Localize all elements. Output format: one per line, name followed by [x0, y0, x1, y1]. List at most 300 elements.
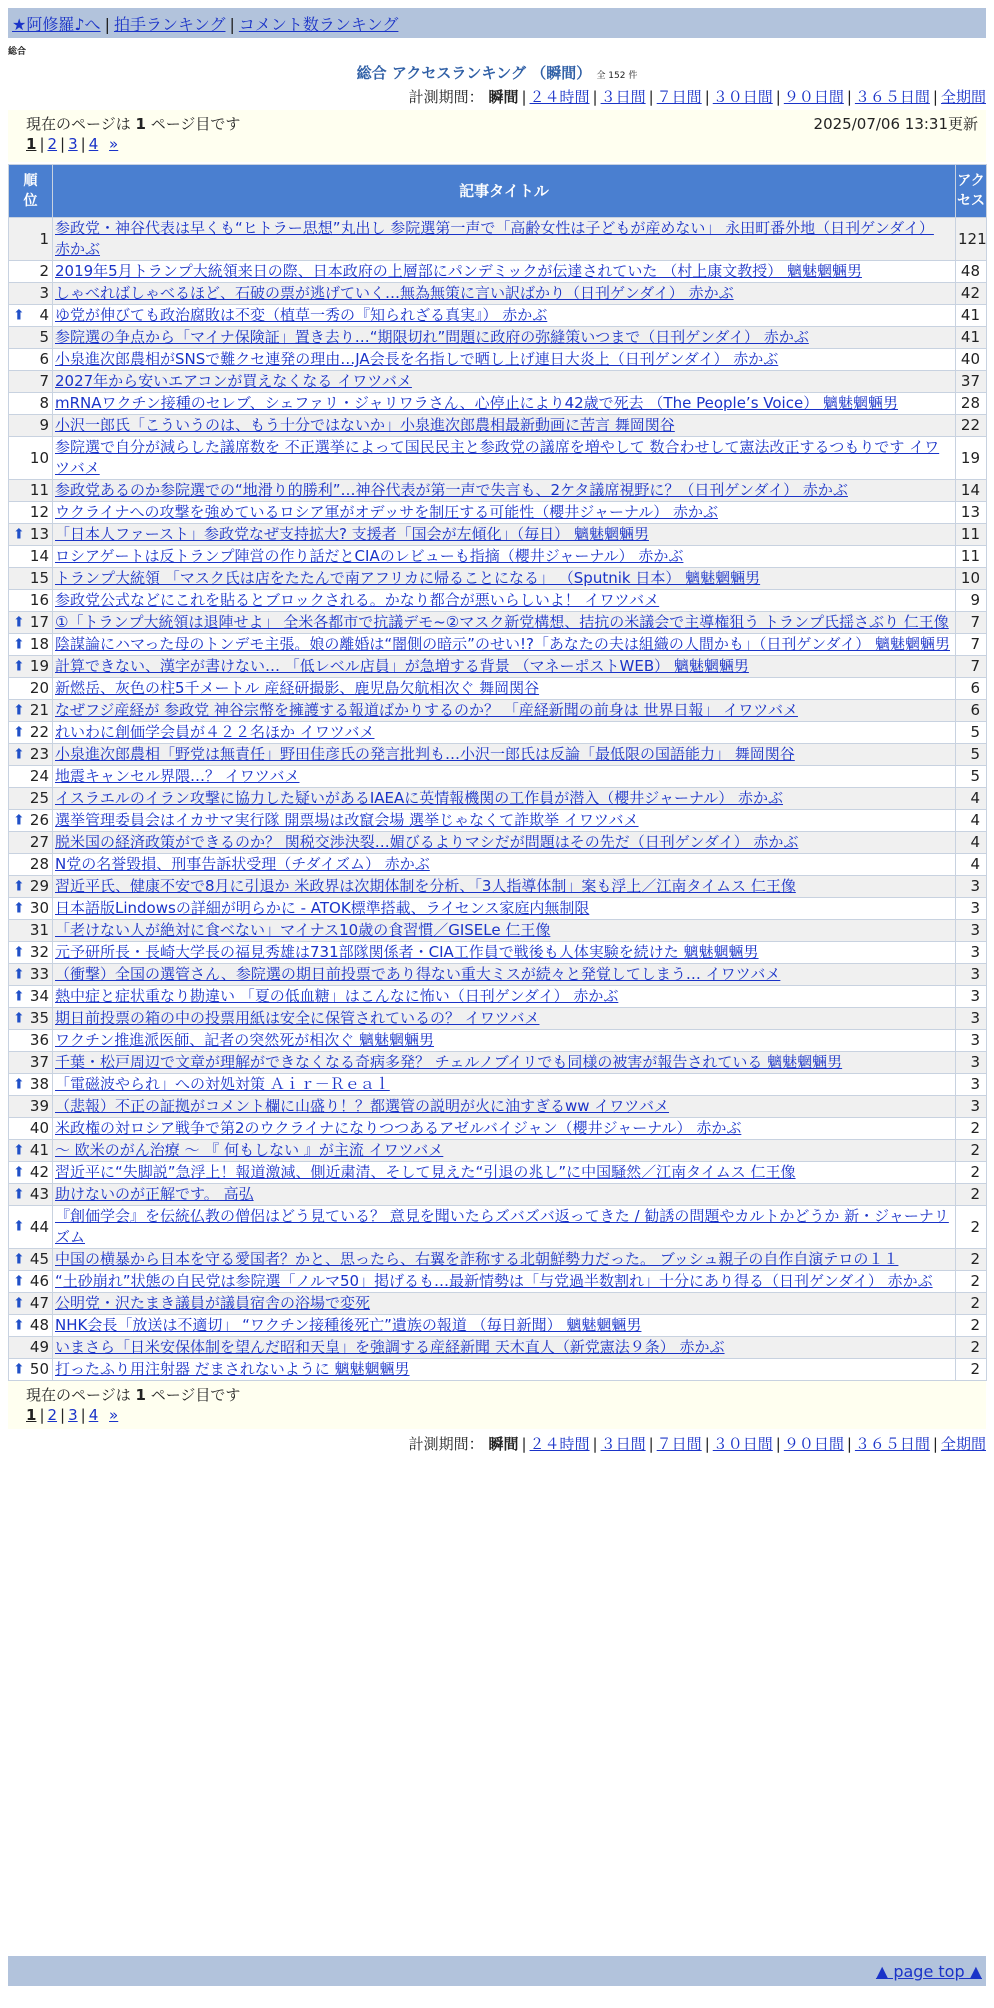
rank-cell: [9, 480, 53, 502]
access-count: 2: [956, 1271, 987, 1293]
article-title-link[interactable]: 新燃岳、灰色の柱5千メートル 産経研撮影、鹿児島欠航相次ぐ 舞岡関谷: [55, 679, 540, 697]
rank-cell: [9, 1359, 53, 1381]
rank-cell: [9, 854, 53, 876]
rank-cell: [9, 986, 53, 1008]
rank-number: 22: [29, 723, 49, 741]
access-count: 3: [956, 1052, 987, 1074]
title-cell: [53, 327, 956, 349]
title-cell: [53, 1184, 956, 1206]
period-selector: 計測期間： 瞬間 | ２４時間 | ３日間 | ７日間 | ３０日間 | ９０日間 | ３６５日間 | 全期間: [408, 88, 986, 106]
rank-number: 17: [29, 613, 49, 631]
title-cell: [53, 678, 956, 700]
article-title-link[interactable]: “土砂崩れ”状態の自民党は参院選「ノルマ50」掲げるも…最新情勢は「与党過半数割れ」十分にあり得る（日刊ゲンダイ） 赤かぶ: [55, 1272, 933, 1290]
rank-cell: [9, 1140, 53, 1162]
article-title-link[interactable]: 打ったふり用注射器 だまされないように 魑魅魍魎男: [55, 1360, 410, 1378]
rank-up-arrow-icon: ⬆: [13, 812, 25, 828]
access-count: 37: [956, 371, 987, 393]
access-count: 3: [956, 1074, 987, 1096]
table-row: [9, 810, 987, 832]
ranking-table: [8, 164, 987, 1381]
article-title-link[interactable]: 『創価学会』を伝統仏教の僧侶はどう見ている？ 意見を聞いたらズバズバ返ってきた / 勧誘の問題やカルトかどうか 新・ジャーナリズム: [55, 1207, 949, 1246]
period-label: 計測期間：: [408, 1435, 484, 1453]
title-cell: [53, 218, 956, 261]
article-title-link[interactable]: ロシアゲートは反トランプ陣営の作り話だとCIAのレビューも指摘（櫻井ジャーナル） 赤かぶ: [55, 547, 684, 565]
title-cell: [53, 942, 956, 964]
rank-cell: [9, 612, 53, 634]
article-title-link[interactable]: 2019年5月トランプ大統領来日の際、日本政府の上層部にパンデミックが伝達されていた （村上康文教授） 魑魅魍魎男: [55, 262, 862, 280]
title-cell: [53, 1030, 956, 1052]
period-link-30d[interactable]: ３０日間: [712, 88, 773, 106]
rank-number: 12: [29, 503, 49, 521]
rank-up-arrow-icon: ⬆: [13, 900, 25, 916]
rank-number: 8: [39, 394, 49, 412]
article-title-link[interactable]: N党の名誉毀損、刑事告訴状受理（チダイズム） 赤かぶ: [55, 855, 430, 873]
rank-up-arrow-icon: ⬆: [13, 526, 25, 542]
rank-cell: [9, 766, 53, 788]
table-row: [9, 283, 987, 305]
rank-cell: [9, 546, 53, 568]
table-row: [9, 415, 987, 437]
access-count: 2: [956, 1118, 987, 1140]
article-title-link[interactable]: 「日本人ファースト」参政党なぜ支持拡大? 支援者「国会が左傾化」（毎日） 魑魅魍魎男: [55, 525, 649, 543]
rank-up-arrow-icon: ⬆: [13, 614, 25, 630]
ranking-body: [9, 218, 987, 1381]
article-title-link[interactable]: 小泉進次郎農相「野党は無責任」野田佳彦氏の発言批判も…小沢一郎氏は反論「最低限の国語能力」 舞岡関谷: [55, 745, 795, 763]
article-title-link[interactable]: 陰謀論にハマった母のトンデモ主張。娘の離婚は“闇側の暗示”のせい!?「あなたの夫は組織の人間かも」（日刊ゲンダイ） 魑魅魍魎男: [55, 635, 950, 653]
table-row: [9, 305, 987, 327]
access-count: 3: [956, 986, 987, 1008]
article-title-link[interactable]: 「老けない人が絶対に食べない」マイナス10歳の食習慣／GISELe 仁王像: [55, 921, 551, 939]
nav-separator: |: [104, 15, 110, 34]
page-link-2[interactable]: 2: [47, 1406, 58, 1424]
access-count: 2: [956, 1140, 987, 1162]
access-count: 5: [956, 744, 987, 766]
article-title-link[interactable]: 習近平に“失脚説”急浮上！報道激減、側近粛清、そして見えた“引退の兆し”に中国騒然／江南タイムス 仁王像: [55, 1163, 796, 1181]
access-count: 40: [956, 349, 987, 371]
table-row: [9, 546, 987, 568]
current-page-text-bottom: 現在のページは 1 ページ目です: [26, 1386, 241, 1404]
rank-number: 28: [29, 855, 49, 873]
page-info-bottom: [8, 1381, 986, 1429]
article-title-link[interactable]: 米政権の対ロシア戦争で第2のウクライナになりつつあるアゼルバイジャン（櫻井ジャーナル） 赤かぶ: [55, 1119, 742, 1137]
rank-cell: [9, 371, 53, 393]
title-cell: [53, 986, 956, 1008]
rank-number: 36: [29, 1031, 49, 1049]
page-next-link[interactable]: »: [109, 1406, 119, 1424]
table-row: [9, 788, 987, 810]
period-link-3d[interactable]: ３日間: [600, 88, 646, 106]
period-link-24h[interactable]: ２４時間: [529, 1435, 590, 1453]
access-count: 6: [956, 678, 987, 700]
table-row: [9, 1162, 987, 1184]
access-count: 4: [956, 788, 987, 810]
article-title-link[interactable]: れいわに創価学会員が４２２名ほか イワツバメ: [55, 723, 375, 741]
title-cell: [53, 788, 956, 810]
article-title-link[interactable]: 期日前投票の箱の中の投票用紙は安全に保管されているの？ イワツバメ: [55, 1009, 540, 1027]
table-row: [9, 1030, 987, 1052]
access-count: 41: [956, 327, 987, 349]
period-link-24h[interactable]: ２４時間: [529, 88, 590, 106]
article-title-link[interactable]: ゆ党が伸びても政治腐敗は不変（植草一秀の『知られざる真実』） 赤かぶ: [55, 306, 548, 324]
table-row: [9, 942, 987, 964]
access-count: 3: [956, 876, 987, 898]
article-title-link[interactable]: 日本語版Lindowsの詳細が明らかに - ATOK標準搭載、ライセンス家庭内無制限: [55, 899, 590, 917]
table-row: [9, 986, 987, 1008]
title-cell: [53, 502, 956, 524]
table-row: [9, 1293, 987, 1315]
title-cell: [53, 700, 956, 722]
rank-cell: [9, 1184, 53, 1206]
current-page-text: 現在のページは 1 ページ目です: [26, 115, 241, 133]
rank-number: 30: [29, 899, 49, 917]
article-title-link[interactable]: NHK会長「放送は不適切」 “ワクチン接種後死亡”遺族の報道 （毎日新聞） 魑魅魍魎男: [55, 1316, 642, 1334]
access-count: 4: [956, 810, 987, 832]
table-row: [9, 1074, 987, 1096]
article-title-link[interactable]: 参政党公式などにこれを貼るとブロックされる。かなり都合が悪いらしいよ！ イワツバメ: [55, 591, 660, 609]
period-link-365d[interactable]: ３６５日間: [854, 1435, 930, 1453]
table-row: [9, 1052, 987, 1074]
table-row: [9, 261, 987, 283]
rank-number: 49: [29, 1338, 49, 1356]
title-cell: [53, 283, 956, 305]
article-title-link[interactable]: 地震キャンセル界隈…？ イワツバメ: [55, 767, 300, 785]
page-link-2[interactable]: 2: [47, 135, 58, 153]
title-cell: [53, 832, 956, 854]
rank-up-arrow-icon: ⬆: [13, 746, 25, 762]
title-cell: [53, 656, 956, 678]
rank-up-arrow-icon: ⬆: [13, 636, 25, 652]
title-cell: [53, 810, 956, 832]
table-row: [9, 502, 987, 524]
updated-timestamp: 2025/07/06 13:31更新: [813, 115, 978, 133]
rank-cell: [9, 788, 53, 810]
rank-number: 44: [29, 1217, 49, 1236]
rank-cell: [9, 1315, 53, 1337]
rank-up-arrow-icon: ⬆: [13, 1142, 25, 1158]
period-current: 瞬間: [488, 88, 519, 106]
rank-number: 29: [29, 877, 49, 895]
top-nav: [12, 12, 398, 35]
rank-cell: [9, 1249, 53, 1271]
title-cell: [53, 480, 956, 502]
page-link-3[interactable]: 3: [68, 135, 78, 153]
article-title-link[interactable]: 公明党・沢たまき議員が議員宿舎の浴場で変死: [55, 1294, 371, 1312]
rank-number: 5: [39, 328, 49, 346]
rank-number: 2: [39, 262, 49, 280]
table-row: [9, 1206, 987, 1249]
article-title-link[interactable]: （悲報）不正の証拠がコメント欄に山盛り！？都選管の説明が火に油すぎるww イワツバメ: [55, 1097, 670, 1115]
rank-number: 13: [29, 525, 49, 543]
article-title-link[interactable]: しゃべればしゃべるほど、石破の票が逃げていく…無為無策に言い訳ばかり（日刊ゲンダイ） 赤かぶ: [55, 284, 734, 302]
rank-cell: [9, 898, 53, 920]
access-count: 28: [956, 393, 987, 415]
title-cell: [53, 744, 956, 766]
access-count: 2: [956, 1206, 987, 1249]
rank-up-arrow-icon: ⬆: [13, 1076, 25, 1092]
access-count: 13: [956, 502, 987, 524]
period-current: 瞬間: [488, 1435, 519, 1453]
title-cell: [53, 1074, 956, 1096]
access-count: 5: [956, 766, 987, 788]
rank-cell: [9, 1074, 53, 1096]
title-cell: [53, 305, 956, 327]
access-count: 2: [956, 1162, 987, 1184]
table-row: [9, 1315, 987, 1337]
title-cell: [53, 722, 956, 744]
rank-cell: [9, 1118, 53, 1140]
article-title-link[interactable]: 計算できない、漢字が書けない… 「低レベル店員」が急増する背景 （マネーポストWEB） 魑魅魍魎男: [55, 657, 749, 675]
header-title: 記事タイトル: [53, 165, 956, 218]
title-cell: [53, 1162, 956, 1184]
rank-number: 16: [29, 591, 49, 609]
table-row: [9, 590, 987, 612]
access-count: 48: [956, 261, 987, 283]
table-row: [9, 766, 987, 788]
rank-number: 9: [39, 416, 49, 434]
title-cell: [53, 612, 956, 634]
article-title-link[interactable]: 参政党あるのか参院選での“地滑り的勝利”…神谷代表が第一声で失言も、2ケタ議席視野に？（日刊ゲンダイ） 赤かぶ: [55, 481, 848, 499]
article-title-link[interactable]: 「電磁波やられ」への対処対策 Ａｉｒ－Ｒｅａｌ: [55, 1075, 390, 1093]
rank-cell: [9, 942, 53, 964]
applause-ranking-link[interactable]: 拍手ランキング: [113, 15, 226, 34]
access-count: 3: [956, 898, 987, 920]
article-title-link[interactable]: ワクチン推進派医師、記者の突然死が相次ぐ 魑魅魍魎男: [55, 1031, 435, 1049]
home-link[interactable]: ★阿修羅♪へ: [12, 15, 101, 34]
access-count: 2: [956, 1315, 987, 1337]
rank-number: 26: [29, 811, 49, 829]
rank-number: 6: [39, 350, 49, 368]
rank-number: 15: [29, 569, 49, 587]
period-link-30d[interactable]: ３０日間: [712, 1435, 773, 1453]
title-cell: [53, 393, 956, 415]
page-link-4[interactable]: 4: [88, 135, 99, 153]
table-row: [9, 1271, 987, 1293]
access-count: 19: [956, 437, 987, 480]
period-link-7d[interactable]: ７日間: [656, 1435, 702, 1453]
page-next-link[interactable]: »: [109, 135, 119, 153]
article-title-link[interactable]: ～ 欧米のがん治療 ～ 『 何もしない 』が主流 イワツバメ: [55, 1141, 444, 1159]
article-title-link[interactable]: 習近平氏、健康不安で8月に引退か 米政界は次期体制を分析、「3人指導体制」案も浮上／江南タイムス 仁王像: [55, 877, 796, 895]
access-count: 7: [956, 612, 987, 634]
article-title-link[interactable]: 熱中症と症状重なり勘違い 「夏の低血糖」はこんなに怖い（日刊ゲンダイ） 赤かぶ: [55, 987, 619, 1005]
article-title-link[interactable]: 千葉・松戸周辺で文章が理解ができなくなる奇病多発？ チェルノブイリでも同様の被害が報告されている 魑魅魍魎男: [55, 1053, 843, 1071]
page-link-4[interactable]: 4: [88, 1406, 99, 1424]
table-row: [9, 1008, 987, 1030]
rank-number: 35: [29, 1009, 49, 1027]
period-link-all[interactable]: 全期間: [940, 1435, 986, 1453]
rank-up-arrow-icon: ⬆: [13, 1295, 25, 1311]
article-title-link[interactable]: 元予研所長・長崎大学長の福見秀雄は731部隊関係者・CIA工作員で戦後も人体実験を続けた 魑魅魍魎男: [55, 943, 759, 961]
article-title-link[interactable]: 2027年から安いエアコンが買えなくなる イワツバメ: [55, 372, 412, 390]
article-title-link[interactable]: 参院選の争点から「マイナ保険証」置き去り…“期限切れ”問題に政府の弥縫策いつまで（日刊ゲンダイ） 赤かぶ: [55, 328, 809, 346]
article-title-link[interactable]: いまさら「日米安保体制を望んだ昭和天皇」を強調する産経新聞 天木直人（新党憲法９条） 赤かぶ: [55, 1338, 725, 1356]
table-row: [9, 722, 987, 744]
title-cell: [53, 546, 956, 568]
table-row: [9, 1249, 987, 1271]
period-link-90d[interactable]: ９０日間: [783, 1435, 844, 1453]
rank-up-arrow-icon: ⬆: [13, 944, 25, 960]
rank-cell: [9, 415, 53, 437]
rank-cell: [9, 524, 53, 546]
rank-cell: [9, 305, 53, 327]
rank-up-arrow-icon: ⬆: [13, 1251, 25, 1267]
table-row: [9, 1184, 987, 1206]
access-count: 5: [956, 722, 987, 744]
title-cell: [53, 766, 956, 788]
rank-number: 7: [39, 372, 49, 390]
article-title-link[interactable]: なぜフジ産経が 参政党 神谷宗幣を擁護する報道ばかりするのか？ 「産経新聞の前身は 世界日報」 イワツバメ: [55, 701, 798, 719]
access-count: 22: [956, 415, 987, 437]
page-title-text: 総合 アクセスランキング （瞬間）: [356, 64, 592, 82]
rank-cell: [9, 744, 53, 766]
rank-cell: [9, 349, 53, 371]
header-count: アクセス: [956, 165, 987, 218]
period-link-3d[interactable]: ３日間: [600, 1435, 646, 1453]
table-header: [9, 165, 987, 218]
period-label: 計測期間：: [408, 88, 484, 106]
article-title-link[interactable]: トランプ大統領 「マスク氏は店をたたんで南アフリカに帰ることになる」 （Sputnik 日本） 魑魅魍魎男: [55, 569, 761, 587]
article-title-link[interactable]: （衝撃）全国の選管さん、参院選の期日前投票であり得ない重大ミスが続々と発覚してしまう… イワツバメ: [55, 965, 781, 983]
title-cell: [53, 876, 956, 898]
rank-cell: [9, 437, 53, 480]
title-cell: [53, 964, 956, 986]
article-title-link[interactable]: mRNAワクチン接種のセレブ、シェファリ・ジャリワラさん、心停止により42歳で死去 （The People’s Voice） 魑魅魍魎男: [55, 394, 898, 412]
rank-up-arrow-icon: ⬆: [13, 1361, 25, 1377]
period-link-all[interactable]: 全期間: [940, 88, 986, 106]
article-title-link[interactable]: 中国の横暴から日本を守る愛国者？かと、思ったら、右翼を詐称する北朝鮮勢力だった。 ブッシュ親子の自作自演テロの１１: [55, 1250, 899, 1268]
article-title-link[interactable]: ①「トランプ大統領は退陣せよ」 全米各都市で抗議デモ~②マスク新党構想、拮抗の米議会で主導権狙う トランプ氏揺さぶり 仁王像: [55, 613, 949, 631]
rank-cell: [9, 1162, 53, 1184]
access-count: 10: [956, 568, 987, 590]
title-cell: [53, 437, 956, 480]
rank-cell: [9, 700, 53, 722]
rank-cell: [9, 1030, 53, 1052]
rank-cell: [9, 876, 53, 898]
rank-up-arrow-icon: ⬆: [13, 878, 25, 894]
pagination-top: 1 | 2 | 3 | 4 »: [26, 135, 119, 153]
rank-number: 38: [29, 1075, 49, 1093]
rank-up-arrow-icon: ⬆: [13, 724, 25, 740]
access-count: 2: [956, 1293, 987, 1315]
total-count: 全 152 件: [596, 71, 638, 81]
rank-up-arrow-icon: ⬆: [13, 1218, 25, 1235]
rank-number: 27: [29, 833, 49, 851]
table-row: [9, 393, 987, 415]
title-cell: [53, 1118, 956, 1140]
access-count: 42: [956, 283, 987, 305]
rank-cell: [9, 218, 53, 261]
rank-cell: [9, 678, 53, 700]
title-cell: [53, 1008, 956, 1030]
title-cell: [53, 1337, 956, 1359]
title-cell: [53, 1293, 956, 1315]
article-title-link[interactable]: ウクライナへの攻撃を強めているロシア軍がオデッサを制圧する可能性（櫻井ジャーナル） 赤かぶ: [55, 503, 718, 521]
rank-number: 48: [29, 1316, 49, 1334]
rank-cell: [9, 1052, 53, 1074]
table-row: [9, 524, 987, 546]
rank-cell: [9, 964, 53, 986]
header-rank: 順位: [9, 165, 53, 218]
rank-cell: [9, 920, 53, 942]
rank-cell: [9, 832, 53, 854]
title-cell: [53, 898, 956, 920]
table-row: [9, 678, 987, 700]
rank-number: 23: [29, 745, 49, 763]
access-count: 4: [956, 832, 987, 854]
pagination-bottom: 1 | 2 | 3 | 4 »: [26, 1406, 119, 1424]
access-count: 3: [956, 1096, 987, 1118]
title-cell: [53, 261, 956, 283]
rank-cell: [9, 1337, 53, 1359]
access-count: 3: [956, 964, 987, 986]
rank-number: 42: [29, 1163, 49, 1181]
page-top-link[interactable]: ▲ page top ▲: [875, 1962, 982, 1981]
access-count: 4: [956, 854, 987, 876]
title-cell: [53, 1206, 956, 1249]
rank-up-arrow-icon: ⬆: [13, 1186, 25, 1202]
article-title-link[interactable]: 助けないのが正解です。 高弘: [55, 1185, 254, 1203]
table-row: [9, 568, 987, 590]
article-title-link[interactable]: 脱米国の経済政策ができるのか？ 関税交渉決裂…媚びるよりマシだが問題はその先だ（日刊ゲンダイ） 赤かぶ: [55, 833, 799, 851]
page-current: 1: [26, 1406, 37, 1424]
table-row: [9, 1359, 987, 1381]
title-cell: [53, 854, 956, 876]
rank-up-arrow-icon: ⬆: [13, 658, 25, 674]
article-title-link[interactable]: 小沢一郎氏「こういうのは、もう十分ではないか」小泉進次郎農相最新動画に苦言 舞岡関谷: [55, 416, 675, 434]
rank-cell: [9, 1096, 53, 1118]
page-link-3[interactable]: 3: [68, 1406, 78, 1424]
rank-number: 18: [29, 635, 49, 653]
rank-cell: [9, 722, 53, 744]
table-row: [9, 1337, 987, 1359]
title-cell: [53, 524, 956, 546]
rank-cell: [9, 656, 53, 678]
article-title-link[interactable]: 参院選で自分が減らした議席数を 不正選挙によって国民民主と参政党の議席を増やして 数合わせして憲法改正するつもりです イワツバメ: [55, 438, 940, 477]
article-title-link[interactable]: 選挙管理委員会はイカサマ実行隊 開票場は改竄会場 選挙じゃなくて詐欺挙 イワツバメ: [55, 811, 639, 829]
comment-ranking-link[interactable]: コメント数ランキング: [238, 15, 399, 34]
rank-number: 25: [29, 789, 49, 807]
rank-number: 14: [29, 547, 49, 565]
title-cell: [53, 1271, 956, 1293]
rank-number: 50: [29, 1360, 49, 1378]
table-row: [9, 832, 987, 854]
access-count: 11: [956, 546, 987, 568]
article-title-link[interactable]: イスラエルのイラン攻撃に協力した疑いがあるIAEAに英情報機関の工作員が潜入（櫻井ジャーナル） 赤かぶ: [55, 789, 783, 807]
title-cell: [53, 349, 956, 371]
article-title-link[interactable]: 参政党・神谷代表は早くも“ヒトラー思想”丸出し 参院選第一声で「高齢女性は子どもが産めない」 永田町番外地（日刊ゲンダイ） 赤かぶ: [55, 219, 934, 258]
period-link-365d[interactable]: ３６５日間: [854, 88, 930, 106]
table-row: [9, 876, 987, 898]
access-count: 3: [956, 1030, 987, 1052]
rank-up-arrow-icon: ⬆: [13, 1273, 25, 1289]
rank-number: 40: [29, 1119, 49, 1137]
rank-up-arrow-icon: ⬆: [13, 966, 25, 982]
title-cell: [53, 1096, 956, 1118]
title-cell: [53, 634, 956, 656]
rank-number: 41: [29, 1141, 49, 1159]
table-row: [9, 656, 987, 678]
access-count: 2: [956, 1184, 987, 1206]
table-row: [9, 700, 987, 722]
title-cell: [53, 1315, 956, 1337]
article-title-link[interactable]: 小泉進次郎農相がSNSで難クセ連発の理由…JA会長を名指しで晒し上げ連日大炎上（日刊ゲンダイ） 赤かぶ: [55, 350, 779, 368]
table-row: [9, 612, 987, 634]
period-link-90d[interactable]: ９０日間: [783, 88, 844, 106]
period-link-7d[interactable]: ７日間: [656, 88, 702, 106]
rank-cell: [9, 1271, 53, 1293]
rank-number: 43: [29, 1185, 49, 1203]
rank-cell: [9, 502, 53, 524]
